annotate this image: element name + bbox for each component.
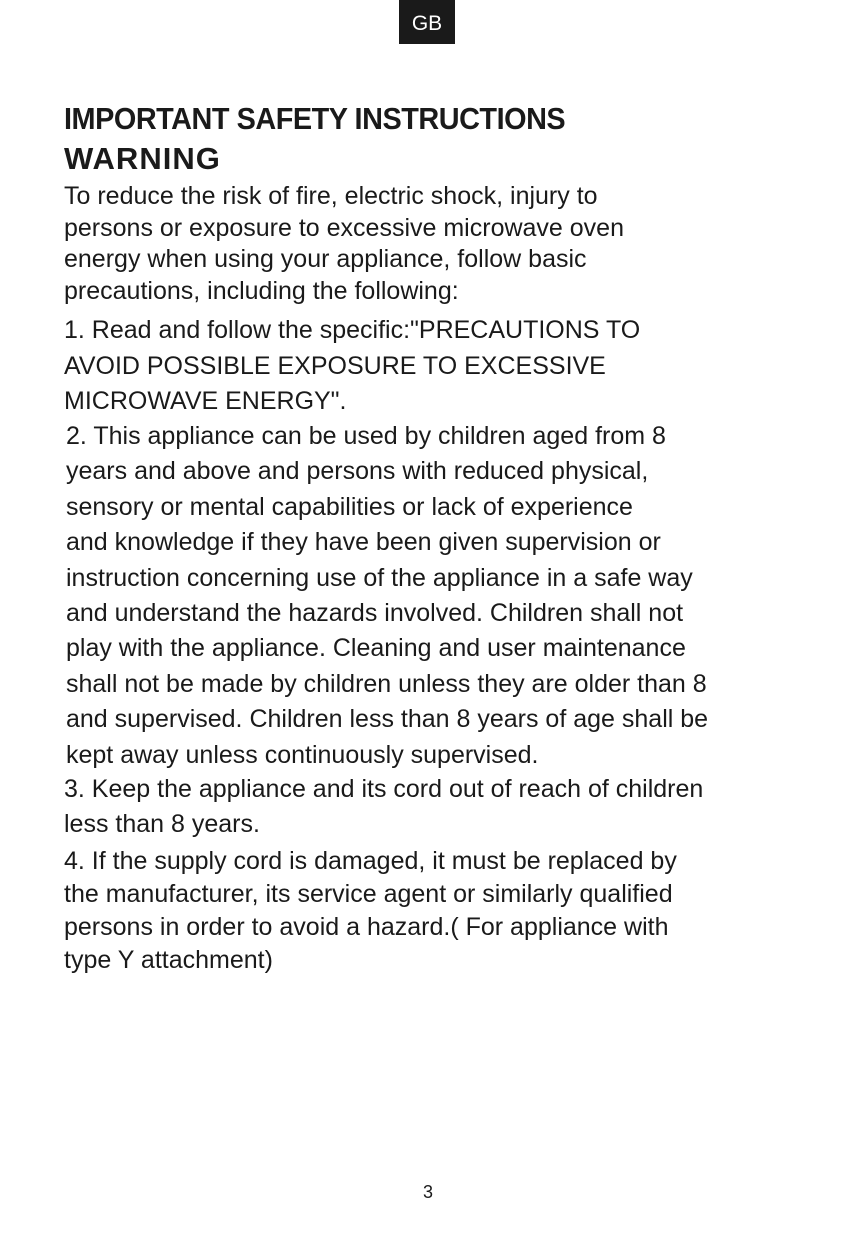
text-line: and knowledge if they have been given supervision or: [66, 528, 661, 557]
page-title: IMPORTANT SAFETY INSTRUCTIONS: [64, 101, 566, 136]
text-line: MICROWAVE ENERGY".: [64, 387, 347, 415]
text-line: 4. If the supply cord is damaged, it must be replaced by: [64, 847, 677, 875]
text-line: and understand the hazards involved. Children shall not: [66, 599, 684, 628]
instruction-item-2: [64, 419, 826, 773]
text-line: shall not be made by children unless they are older than 8: [66, 669, 707, 698]
language-tab: GB: [399, 0, 455, 44]
text-line: play with the appliance. Cleaning and user maintenance: [66, 634, 686, 663]
text-line: 3. Keep the appliance and its cord out of reach of children: [64, 775, 704, 803]
warning-heading: WARNING: [64, 141, 221, 176]
instruction-item-1: [64, 313, 824, 420]
intro-paragraph: [64, 181, 824, 307]
text-line: persons or exposure to excessive microwave oven: [64, 213, 624, 242]
instruction-item-3: [64, 772, 824, 842]
text-line: precautions, including the following:: [64, 276, 459, 305]
text-line: kept away unless continuously supervised.: [66, 740, 539, 769]
text-line: the manufacturer, its service agent or similarly qualified: [64, 880, 673, 908]
text-line: energy when using your appliance, follow basic: [64, 245, 587, 273]
text-line: type Y attachment): [64, 946, 273, 974]
text-line: years and above and persons with reduced physical,: [66, 457, 649, 486]
text-line: and supervised. Children less than 8 years of age shall be: [66, 705, 709, 734]
text-line: instruction concerning use of the appliance in a safe way: [66, 563, 693, 592]
instruction-item-4: [64, 845, 824, 977]
text-line: AVOID POSSIBLE EXPOSURE TO EXCESSIVE: [64, 351, 606, 380]
page-number: 3: [422, 1182, 433, 1202]
text-line: 1. Read and follow the specific:"PRECAUTIONS TO: [64, 316, 641, 344]
text-line: sensory or mental capabilities or lack of experience: [66, 492, 633, 521]
text-line: To reduce the risk of fire, electric shock, injury to: [64, 182, 598, 210]
text-line: persons in order to avoid a hazard.( For appliance with: [64, 913, 669, 941]
text-line: 2. This appliance can be used by children aged from 8: [66, 422, 666, 450]
text-line: less than 8 years.: [64, 810, 260, 838]
